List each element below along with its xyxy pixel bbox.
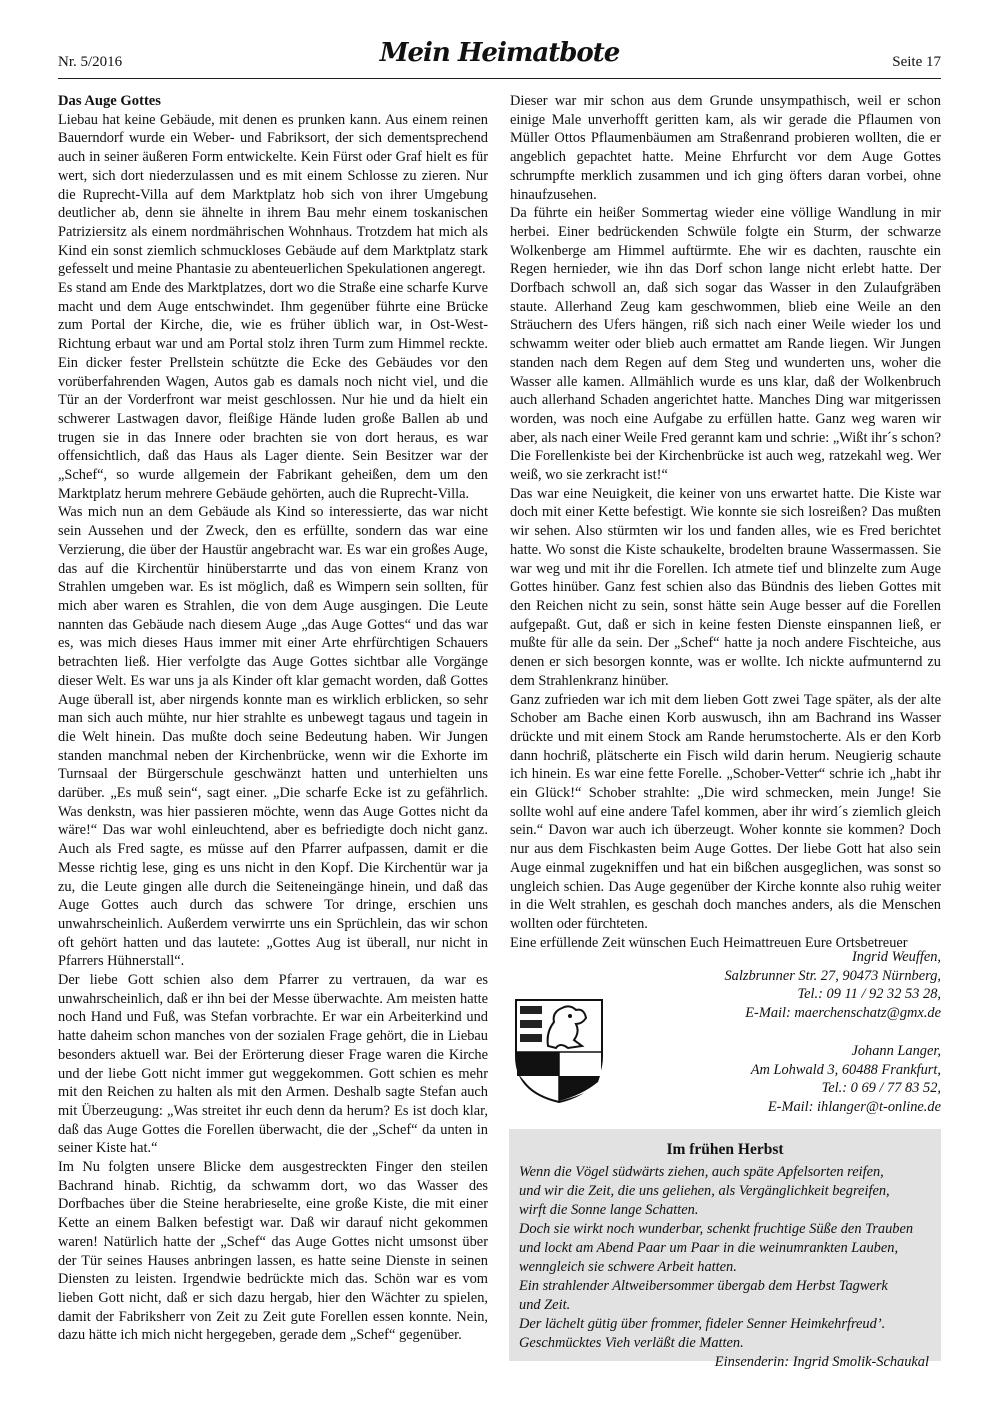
contact-phone: Tel.: 09 11 / 92 32 53 28, xyxy=(797,986,941,1003)
paragraph: Der liebe Gott schien also dem Pfarrer zu vertrauen, da war es unwahrscheinlich, daß er ihn bei der Messe überwachte. Am meisten hatte noch Hand und Fuß, was Stefan vorbrachte. Er war ein Arbeiterkind und hatte daheim schon manches von der sozialen Frage gehört, die in Liebau besonders aktuell war. Bei der Erörterung dieser Frage waren die Kirche und der liebe Gott nicht immer gut weggekommen. Gott schien es mehr mit den Reichen zu halten als mit den Armen. Deshalb sagte Stefan auch mit Überzeugung: „Was streitet ihr euch denn da herum? Es ist doch klar, daß das Auge Gottes die Forellen überwacht, die der „Schef“ da unten in seiner Kiste hat.“ xyxy=(58,972,488,1157)
page-number: Seite 17 xyxy=(892,54,941,70)
contact-name: Johann Langer, xyxy=(851,1043,941,1059)
contact-name: Ingrid Weuffen, xyxy=(852,949,941,965)
poem-line: und wir die Zeit, die uns geliehen, als Vergänglichkeit begreifen, xyxy=(519,1183,890,1199)
paragraph: Das war eine Neuigkeit, die keiner von uns erwartet hatte. Die Kiste war doch mit einer Kette befestigt. Wie konnte sie sich losreißen? Das mußten wir sehen. Also stürmten wir los und fanden alles, wie es Fred berichtet hatte. Wo sonst die Kiste schaukelte, brodelten braune Wassermassen. Sie war weg und mit ihr die Forellen. Ich atmete tief und blinzelte zum Auge Gottes hinüber. Ganz fest schien also das Bündnis des lieben Gottes mit den Reichen nicht zu sein, sonst hätte sein Auge besser auf die Forellen aufgepaßt. Gut, daß er sich in keine festen Dienste einspannen ließ, er mußte für alle da sein. Der „Schef“ hatte ja noch andere Fischteiche, aus denen er sich besorgen konnte, was er wollte. Ich nickte aufmunternd zu dem Strahlenkranz hinüber. xyxy=(510,485,941,689)
right-column xyxy=(510,92,941,952)
poem-line: wirft die Sonne lange Schatten. xyxy=(519,1202,699,1218)
poem-credit: Einsenderin: Ingrid Smolik-Schaukal xyxy=(714,1354,929,1370)
header-rule xyxy=(58,78,941,79)
poem-line: und lockt am Abend Paar um Paar in die weinumrankten Lauben, xyxy=(519,1240,899,1256)
left-column xyxy=(58,92,488,1345)
poem-line: Geschmücktes Vieh verläßt die Matten. xyxy=(519,1335,744,1351)
paragraph: Da führte ein heißer Sommertag wieder eine völlige Wandlung in mir herbei. Einer bedrückenden Schwüle folgte ein Sturm, der schwarze Wolkenberge am Himmel auftürmte. Ehe wir es dachten, rauschte ein Regen hernieder, wie ihn das Dorf schon lange nicht erlebt hatte. Der Dorfbach schwoll an, daß sich sogar das Wasser in den Zulaufgräben staute. Allerhand Zeug kam geschwommen, blieb eine Weile an den Sträuchern des Ufers hängen, riß sich nach einer Weile wieder los und schwamm weiter oder blieb auch ermattet am Rande liegen. Wir Jungen standen nach dem Regen auf dem Steg und wunderten uns, woher die Wasser alle kamen. Allmählich wurde es uns klar, daß der Wolkenbruch auch allerhand Schaden angerichtet hatte. Manches Ding war mitgerissen worden, was noch eine Aufgabe zu erfüllen hatte. Ganz weg waren wir aber, als nach einer Weile Fred gerannt kam und schrie: „Wißt ihr´s schon? Die Forellenkiste bei der Kirchenbrücke ist auch weg, ratzekahl weg. Wer weiß, wo sie zerkracht ist!“ xyxy=(510,205,941,484)
poem-line: wenngleich sie schwere Arbeit hatten. xyxy=(519,1259,737,1275)
poem-line: und Zeit. xyxy=(519,1297,571,1313)
poem-title: Im frühen Herbst xyxy=(666,1141,784,1158)
coat-of-arms-icon xyxy=(512,996,606,1104)
poem-line: Ein strahlender Altweibersommer übergab dem Herbst Tagwerk xyxy=(519,1278,888,1294)
issue-number: Nr. 5/2016 xyxy=(58,54,123,70)
poem-line: Der lächelt gütig über frommer, fideler Senner Heimkehrfreud’. xyxy=(519,1316,886,1332)
paragraph: Dieser war mir schon aus dem Grunde unsympathisch, weil er schon einige Male unverhofft geritten kam, als wir gerade die Pflaumen von Müller Ottos Pflaumenbäumen am Straßenrand probieren wollten, die er angeblich gepachtet hatte. Meine Ehrfurcht vor dem Auge Gottes schrumpfte merklich zusammen und ich ging öfters daran vorbei, ohne hinaufzusehen. xyxy=(510,93,941,203)
contact-email: E-Mail: maerchenschatz@gmx.de xyxy=(745,1005,941,1022)
closing-line: Eine erfüllende Zeit wünschen Euch Heimattreuen Eure Ortsbetreuer xyxy=(510,934,908,951)
contact-address: Salzbrunner Str. 27, 90473 Nürnberg, xyxy=(724,967,941,984)
paragraph: Liebau hat keine Gebäude, mit denen es prunken kann. Aus einem reinen Bauerndorf wurde ein Weber- und Fabriksort, der sich dementsprechend auch in seiner äußeren Form entwickelte. Kein Fürst oder Graf hielt es für wert, sich dort niederzulassen und es mit einem Schlosse zu zieren. Nur die Ruprecht-Villa auf dem Marktplatz hob sich von ihrer Umgebung deutlicher ab, denn sie ähnelte in ihrem Bau mehr einem toskanischen Patriziersitz als einem nordmährischen Wohnhaus. Trotzdem hat mich als Kind ein sonst ziemlich schmuckloses Gebäude auf dem Marktplatz stark gefesselt und meine Phantasie zu abenteuerlichen Spekulationen angeregt. xyxy=(58,111,488,278)
paragraph: Es stand am Ende des Marktplatzes, dort wo die Straße eine scharfe Kurve macht und dem Auge entschwindet. Ihm gegenüber führte eine Brücke zum Portal der Kirche, die, wie es früher üblich war, in Ost-West-Richtung erbaut war und am Portal stolz ihren Turm zum Himmel reckte. Ein dicker fester Prellstein schützte die Ecke des Gebäudes vor den vorüberfahrenden Wagen, Autos gab es damals noch nicht viel, und die Tür an der Vorderfront war meist geschlossen. Nur hie und da hielt ein schwerer Lastwagen davor, fleißige Hände luden große Ballen ab und trugen sie in das Innere oder brachten sie von dort heraus, es war offensichtlich, daß das Haus als Lager diente. Sein Besitzer war der „Schef“, so wurde allgemein der Fabrikant geheißen, dem um den Marktplatz herum mehrere Gebäude gehörten, auch die Ruprecht-Villa. xyxy=(58,280,488,502)
poem-line: Wenn die Vögel südwärts ziehen, auch späte Apfelsorten reifen, xyxy=(519,1164,884,1180)
article-title: Das Auge Gottes xyxy=(58,93,161,109)
paragraph: Was mich nun an dem Gebäude als Kind so interessierte, das war nicht sein Aussehen und der Zweck, den es erfüllte, sondern das war eine Verzierung, die über der Haustür angebracht war. Es war ein großes Auge, das auf die Kirchentür hinüberstarrte und das von einem Kranz von Strahlen umgeben war. Es ist möglich, daß es Wimpern sein sollten, für mich aber waren es Strahlen, die von dem Auge ausgingen. Die Leute nannten das Gebäude nach diesem Auge „das Auge Gottes“ und das war es, was mich dieses Haus immer mit einer Arte ehrfürchtigen Schauers betrachten ließ. Hier verfolgte das Auge Gottes sichtbar alle Vorgänge dieser Welt. Es war uns ja als Kinder oft klar gemacht worden, daß Gottes Auge überall ist, aber nirgends konnte man es wirklich erblicken, so sehr man sich auch mühte, nur hier strahlte es unbewegt tagaus und tagein in die Welt hinein. Das mußte doch seine Bedeutung haben. Wir Jungen standen manchmal neben der Kirchenbrücke, wenn wir die Exhorte im Turnsaal der Bürgerschule geschwänzt hatten und unterhielten uns darüber. „Es muß sein“, sagt einer. „Die scharfe Ecke ist zu gefährlich. Was denkstn, was hier passieren möchte, wenn das Auge Gottes nicht da wäre!“ Das war wohl einleuchtend, aber es befriedigte doch nicht ganz. Auch als Fred sagte, es müsse auf den Pfarrer aufpassen, damit er die Messe richtig lese, ging es uns nicht in den Kopf. Die Kirchentür war ja zu, die Leute gingen alle durch die Seiteneingänge hinein, und daß das Auge Gottes auch durch das schwere Tor dringe, erschien uns unwahrscheinlich. Außerdem verwirrte uns ein Sprüchlein, das wir schon oft gehört hatten und das lautete: „Gottes Aug ist überall, nur nicht in Pfarrers Hühnerstall“. xyxy=(58,504,488,970)
contact-ingrid xyxy=(611,948,941,1023)
poem-line: Doch sie wirkt noch wunderbar, schenkt fruchtige Süße den Trauben xyxy=(519,1221,914,1237)
paragraph: Im Nu folgten unsere Blicke dem ausgestreckten Finger den steilen Bachrand hinab. Richtig, da schwamm dort, wo das Wasser des Dorfbaches über die Steine herabrieselte, eine große Kiste, die mit einer Kette an einem Balken befestigt war. Daß wir darauf nicht gekommen waren! Natürlich hatte der „Schef“ das Auge Gottes nicht umsonst über der Tür seines Hauses anbringen lassen, es hatte seine Dienste in seinen Diensten zu leisten. Irgendwie bedrückte mich das. Schön war es vom lieben Gott nicht, daß er sich dazu hergab, hier den Wächter zu spielen, damit der Fabriksherr von Zeit zu Zeit gute Forellen essen konnte. Nein, dazu hätte ich mich nicht hergegeben, gerade dem „Schef“ gegenüber. xyxy=(58,1159,488,1344)
page-header xyxy=(58,30,941,76)
contact-johann xyxy=(611,1042,941,1117)
paragraph: Ganz zufrieden war ich mit dem lieben Gott zwei Tage später, als der alte Schober am Bache einen Korb auswusch, ihn am Bachrand ins Wasser drückte und mit einem Stock am Rande herumstocherte. Als er den Korb dann hochriß, plätscherte ein Fisch wild darin herum. Neugierig schaute ich hinein. Es war eine fette Forelle. „Schober-Vetter“ schrie ich „habt ihr ein Glück!“ Schober strahlte: „Die wird schmecken, mein Junge! Sie sollte wohl auf eine andere Tafel kommen, aber ihr wird´s ziemlich gleich sein.“ Davon war auch ich überzeugt. Woher konnte sie kommen? Doch nur aus dem Fischkasten beim Auge Gottes. Der liebe Gott hat also sein Auge einmal zugekniffen und hat ein bißchen ausgeglichen, was sonst so ungleich schien. Das Auge gegenüber der Kirche konnte also ruhig weiter in die Welt strahlen, es geschah doch manches anders, als die Menschen wollten oder fürchteten. xyxy=(510,691,941,932)
contact-address: Am Lohwald 3, 60488 Frankfurt, xyxy=(750,1061,941,1078)
masthead-title: Mein Heimatbote xyxy=(379,38,620,68)
poem-box xyxy=(509,1129,941,1370)
contact-phone: Tel.: 0 69 / 77 83 52, xyxy=(821,1080,941,1097)
contact-email: E-Mail: ihlanger@t-online.de xyxy=(767,1099,941,1116)
